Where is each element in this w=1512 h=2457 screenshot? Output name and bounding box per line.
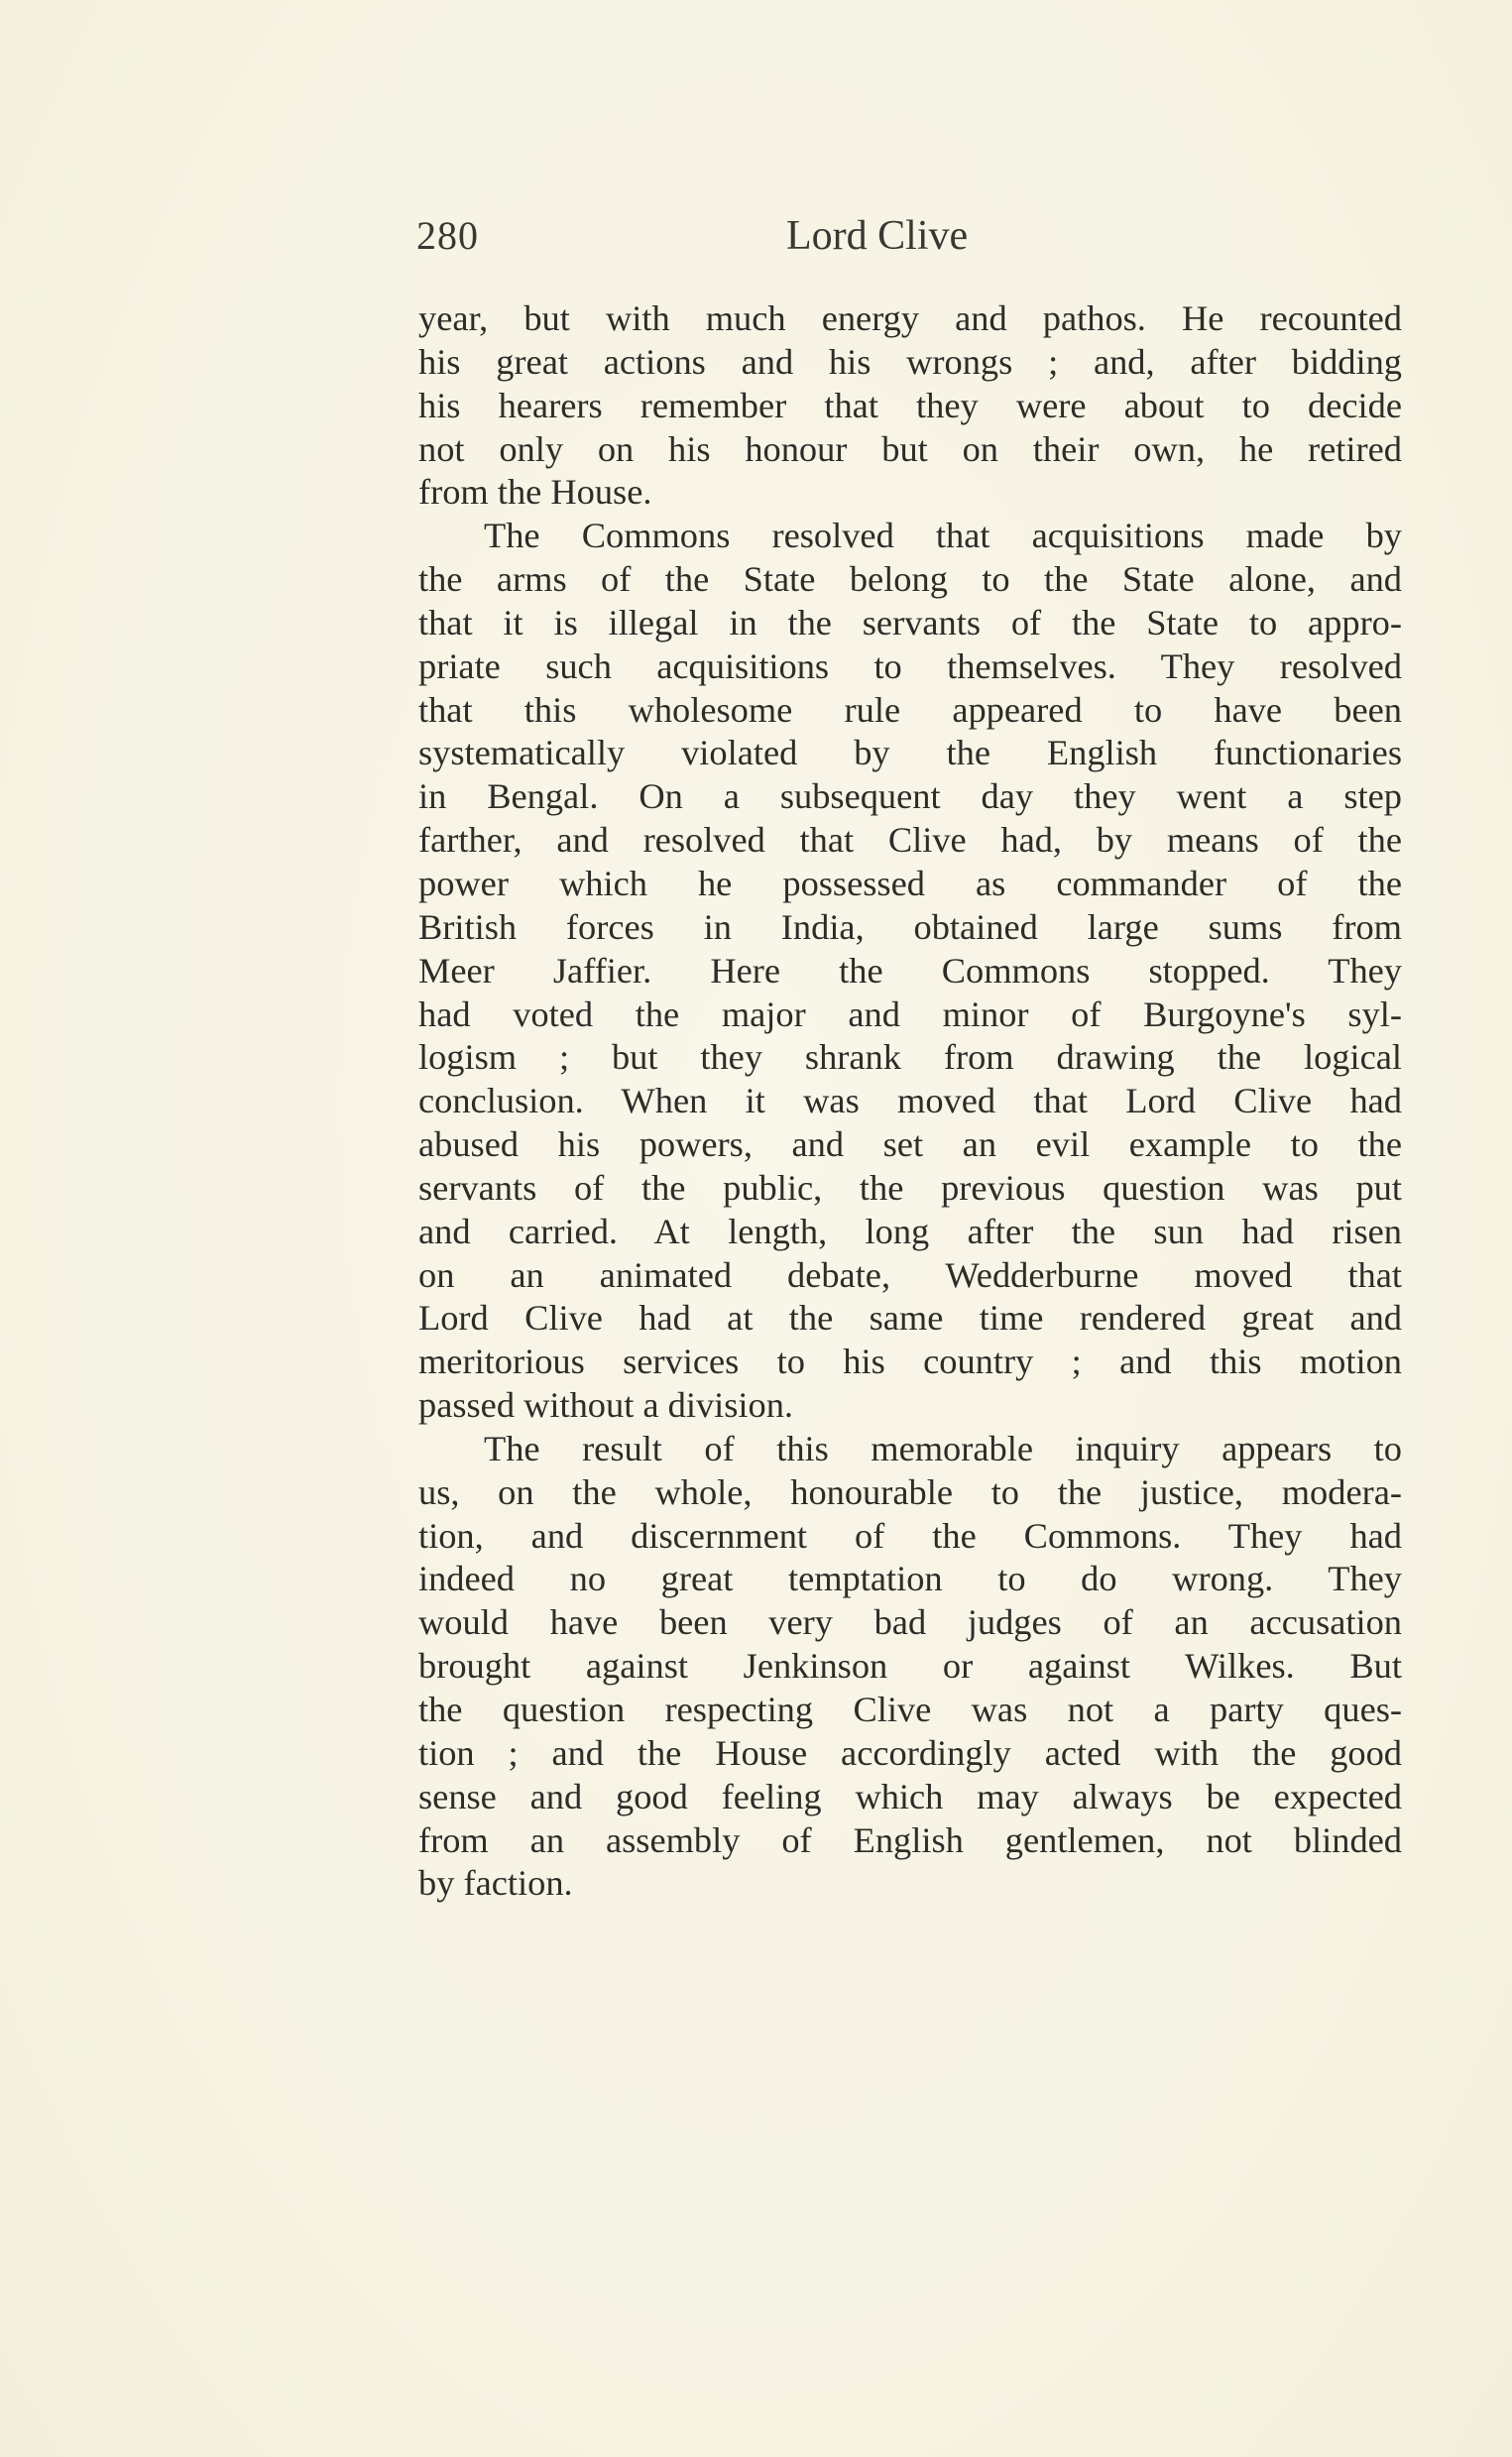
text-line: abused his powers, and set an evil example to the: [418, 1124, 1402, 1165]
text-line: systematically violated by the English functionaries: [418, 733, 1402, 773]
text-line: and carried. At length, long after the sun had risen: [418, 1211, 1402, 1251]
text-line: sense and good feeling which may always be expected: [418, 1776, 1402, 1816]
text-line: meritorious services to his country ; and this motion: [418, 1342, 1402, 1382]
body-text: [418, 297, 1402, 1906]
text-line: that it is illegal in the servants of the State to appro-: [418, 602, 1402, 643]
text-line: from the House.: [418, 472, 652, 513]
text-line: us, on the whole, honourable to the justice, modera-: [418, 1471, 1402, 1512]
paragraph: [418, 1428, 1402, 1906]
text-line: Meer Jaffier. Here the Commons stopped. They: [418, 950, 1402, 991]
paragraph: [418, 297, 1402, 515]
text-line: The Commons resolved that acquisitions made by: [484, 516, 1402, 556]
text-line: tion, and discernment of the Commons. They had: [418, 1515, 1402, 1556]
text-line: had voted the major and minor of Burgoyne's syl-: [418, 994, 1402, 1034]
text-line: indeed no great temptation to do wrong. They: [418, 1559, 1402, 1599]
text-line: not only on his honour but on their own, he retired: [418, 428, 1402, 469]
text-line: Lord Clive had at the same time rendered great and: [418, 1298, 1402, 1339]
text-line: power which he possessed as commander of the: [418, 863, 1402, 903]
page-header: [416, 212, 1408, 272]
text-line: the arms of the State belong to the State alone, and: [418, 559, 1402, 600]
text-line: the question respecting Clive was not a party ques-: [418, 1690, 1402, 1729]
text-line: servants of the public, the previous question was put: [418, 1167, 1402, 1208]
text-line: British forces in India, obtained large sums from: [418, 906, 1402, 947]
text-line: his hearers remember that they were about to decide: [418, 385, 1402, 425]
text-line: by faction.: [418, 1863, 573, 1904]
text-line: on an animated debate, Wedderburne moved that: [418, 1254, 1402, 1295]
paragraph: [418, 515, 1402, 1428]
text-line: in Bengal. On a subsequent day they went a step: [418, 776, 1402, 817]
text-line: that this wholesome rule appeared to have been: [418, 689, 1402, 730]
text-line: year, but with much energy and pathos. He recounted: [418, 298, 1402, 338]
text-line: The result of this memorable inquiry appears to: [484, 1428, 1402, 1468]
text-line: farther, and resolved that Clive had, by means of the: [418, 820, 1402, 861]
text-line: from an assembly of English gentlemen, not blinded: [418, 1819, 1402, 1860]
text-line: tion ; and the House accordingly acted with the good: [418, 1732, 1402, 1773]
text-line: passed without a division.: [418, 1385, 794, 1426]
text-line: conclusion. When it was moved that Lord Clive had: [418, 1081, 1402, 1121]
running-title: Lord Clive: [786, 213, 969, 259]
text-line: would have been very bad judges of an accusation: [418, 1602, 1402, 1643]
text-line: brought against Jenkinson or against Wilkes. But: [418, 1646, 1402, 1687]
page-number: 280: [416, 213, 479, 258]
text-line: logism ; but they shrank from drawing the logical: [418, 1037, 1402, 1078]
text-line: his great actions and his wrongs ; and, after bidding: [418, 341, 1402, 382]
text-line: priate such acquisitions to themselves. They resolved: [418, 645, 1402, 686]
